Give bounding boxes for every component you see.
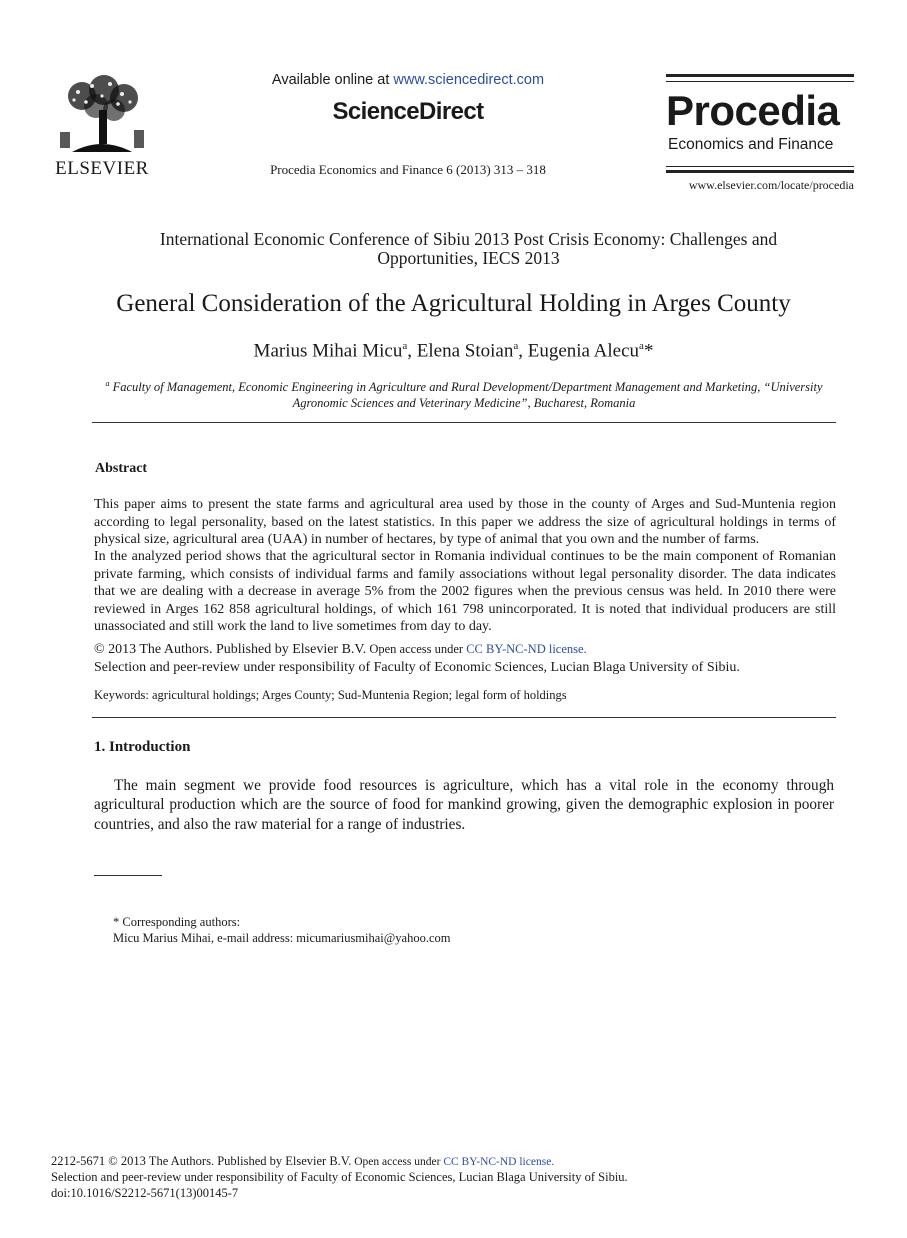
available-online-label: Available online at: [271, 72, 394, 88]
available-online: [200, 72, 616, 88]
open-access-text: Open access under: [351, 1156, 444, 1168]
author-name: Marius Mihai Micu: [253, 340, 403, 362]
author-affiliation-mark: a: [639, 340, 644, 352]
paper-title: General Consideration of the Agricultural Holding in Arges County: [116, 290, 791, 317]
divider: [92, 422, 836, 423]
procedia-title: Procedia: [666, 87, 840, 134]
elsevier-logo: [52, 74, 152, 184]
author-name: Eugenia Alecu: [527, 340, 640, 362]
brand-rule-bottom: [666, 170, 854, 173]
author-affiliation-mark: a: [402, 340, 408, 352]
author-separator: ,: [407, 340, 417, 362]
license-link[interactable]: CC BY-NC-ND license.: [443, 1156, 555, 1168]
brand-rule-top-thin: [666, 81, 854, 82]
peer-review-line: Selection and peer-review under responsibility of Faculty of Economic Sciences, Lucian Blaga University of Sibiu.: [51, 1170, 628, 1184]
procedia-subtitle: Economics and Finance: [668, 136, 834, 153]
elsevier-tree-icon: [52, 74, 152, 156]
issn-line: [51, 1154, 554, 1169]
brand-rule-top: [666, 74, 854, 77]
affiliation: [92, 376, 836, 411]
procedia-url[interactable]: www.elsevier.com/locate/procedia: [688, 178, 854, 192]
author-affiliation-mark: a: [513, 340, 519, 352]
footnote-corresponding: * Corresponding authors:: [113, 915, 241, 929]
keywords: Keywords: agricultural holdings; Arges County; Sud-Muntenia Region; legal form of holdings: [94, 688, 567, 702]
section-heading: 1. Introduction: [94, 739, 191, 755]
abstract-paragraph: In the analyzed period shows that the agricultural sector in Romania individual continues to be the main component of Romanian private farming, which consists of individual farms and family associations without legal personality disorder. The data indicates that we are dealing with a decrease in average 5% from the 2002 figures when the previous census was held. In 2010 there were reviewed in Arges 162 858 agricultural holdings, of which 161 798 unincorporated. It is noted that individual producers are still unassociated and still work the land to live sometimes from day to day.: [94, 549, 836, 635]
affiliation-text: Faculty of Management, Economic Engineering in Agriculture and Rural Development/Department Management and Marketing, “University Agronomic Sciences and Veterinary Medicine”, Bucharest, Romania: [112, 380, 823, 411]
author-name: Elena Stoian: [416, 340, 514, 362]
sciencedirect-link[interactable]: www.sciencedirect.com: [393, 72, 545, 88]
author-separator: ,: [518, 340, 528, 362]
journal-reference: Procedia Economics and Finance 6 (2013) 313 – 318: [270, 162, 546, 177]
elsevier-wordmark: ELSEVIER: [55, 158, 149, 179]
author-list: [40, 340, 867, 362]
copyright-text: © 2013 The Authors. Published by Elsevier B.V.: [94, 642, 367, 657]
license-link[interactable]: CC BY-NC-ND license.: [466, 642, 587, 656]
peer-review-text: Selection and peer-review under responsibility of Faculty of Economic Sciences, Lucian Blaga University of Sibiu.: [94, 659, 740, 675]
copyright-block: [94, 641, 836, 676]
issn-text: 2212-5671 © 2013 The Authors. Published by Elsevier B.V.: [51, 1154, 352, 1168]
abstract-heading: Abstract: [95, 461, 148, 476]
footnote-email: Micu Marius Mihai, e-mail address: micumariusmihai@yahoo.com: [113, 931, 451, 945]
affiliation-mark: a: [105, 379, 110, 388]
open-access-text: Open access under: [366, 642, 467, 656]
brand-rule-bottom-thin: [666, 166, 854, 167]
doi-line[interactable]: doi:10.1016/S2212-5671(13)00145-7: [51, 1186, 239, 1200]
abstract-paragraph: This paper aims to present the state farms and agricultural area used by those in the county of Arges and Sud-Muntenia region according to legal personality, based on the latest statistics. In this paper we address the size of agricultural holdings in terms of physical size, agricultural area (UAA) in number of hectares, by type of animal that you own and the number of farms.: [94, 497, 836, 548]
sciencedirect-brand: ScienceDirect: [332, 98, 484, 125]
procedia-brand: [666, 74, 854, 194]
corresponding-author-mark: *: [643, 340, 654, 362]
footnote-rule: [94, 875, 162, 876]
divider: [92, 717, 836, 718]
conference-name: International Economic Conference of Sibiu 2013 Post Crisis Economy: Challenges and Opportunities, IECS 2013: [159, 229, 778, 268]
body-paragraph: The main segment we provide food resources is agriculture, which has a vital role in the economy through agricultural production which are the source of food for mankind growing, given the demographic explosion in poorer countries, and also the raw material for a range of industries.: [94, 777, 834, 833]
